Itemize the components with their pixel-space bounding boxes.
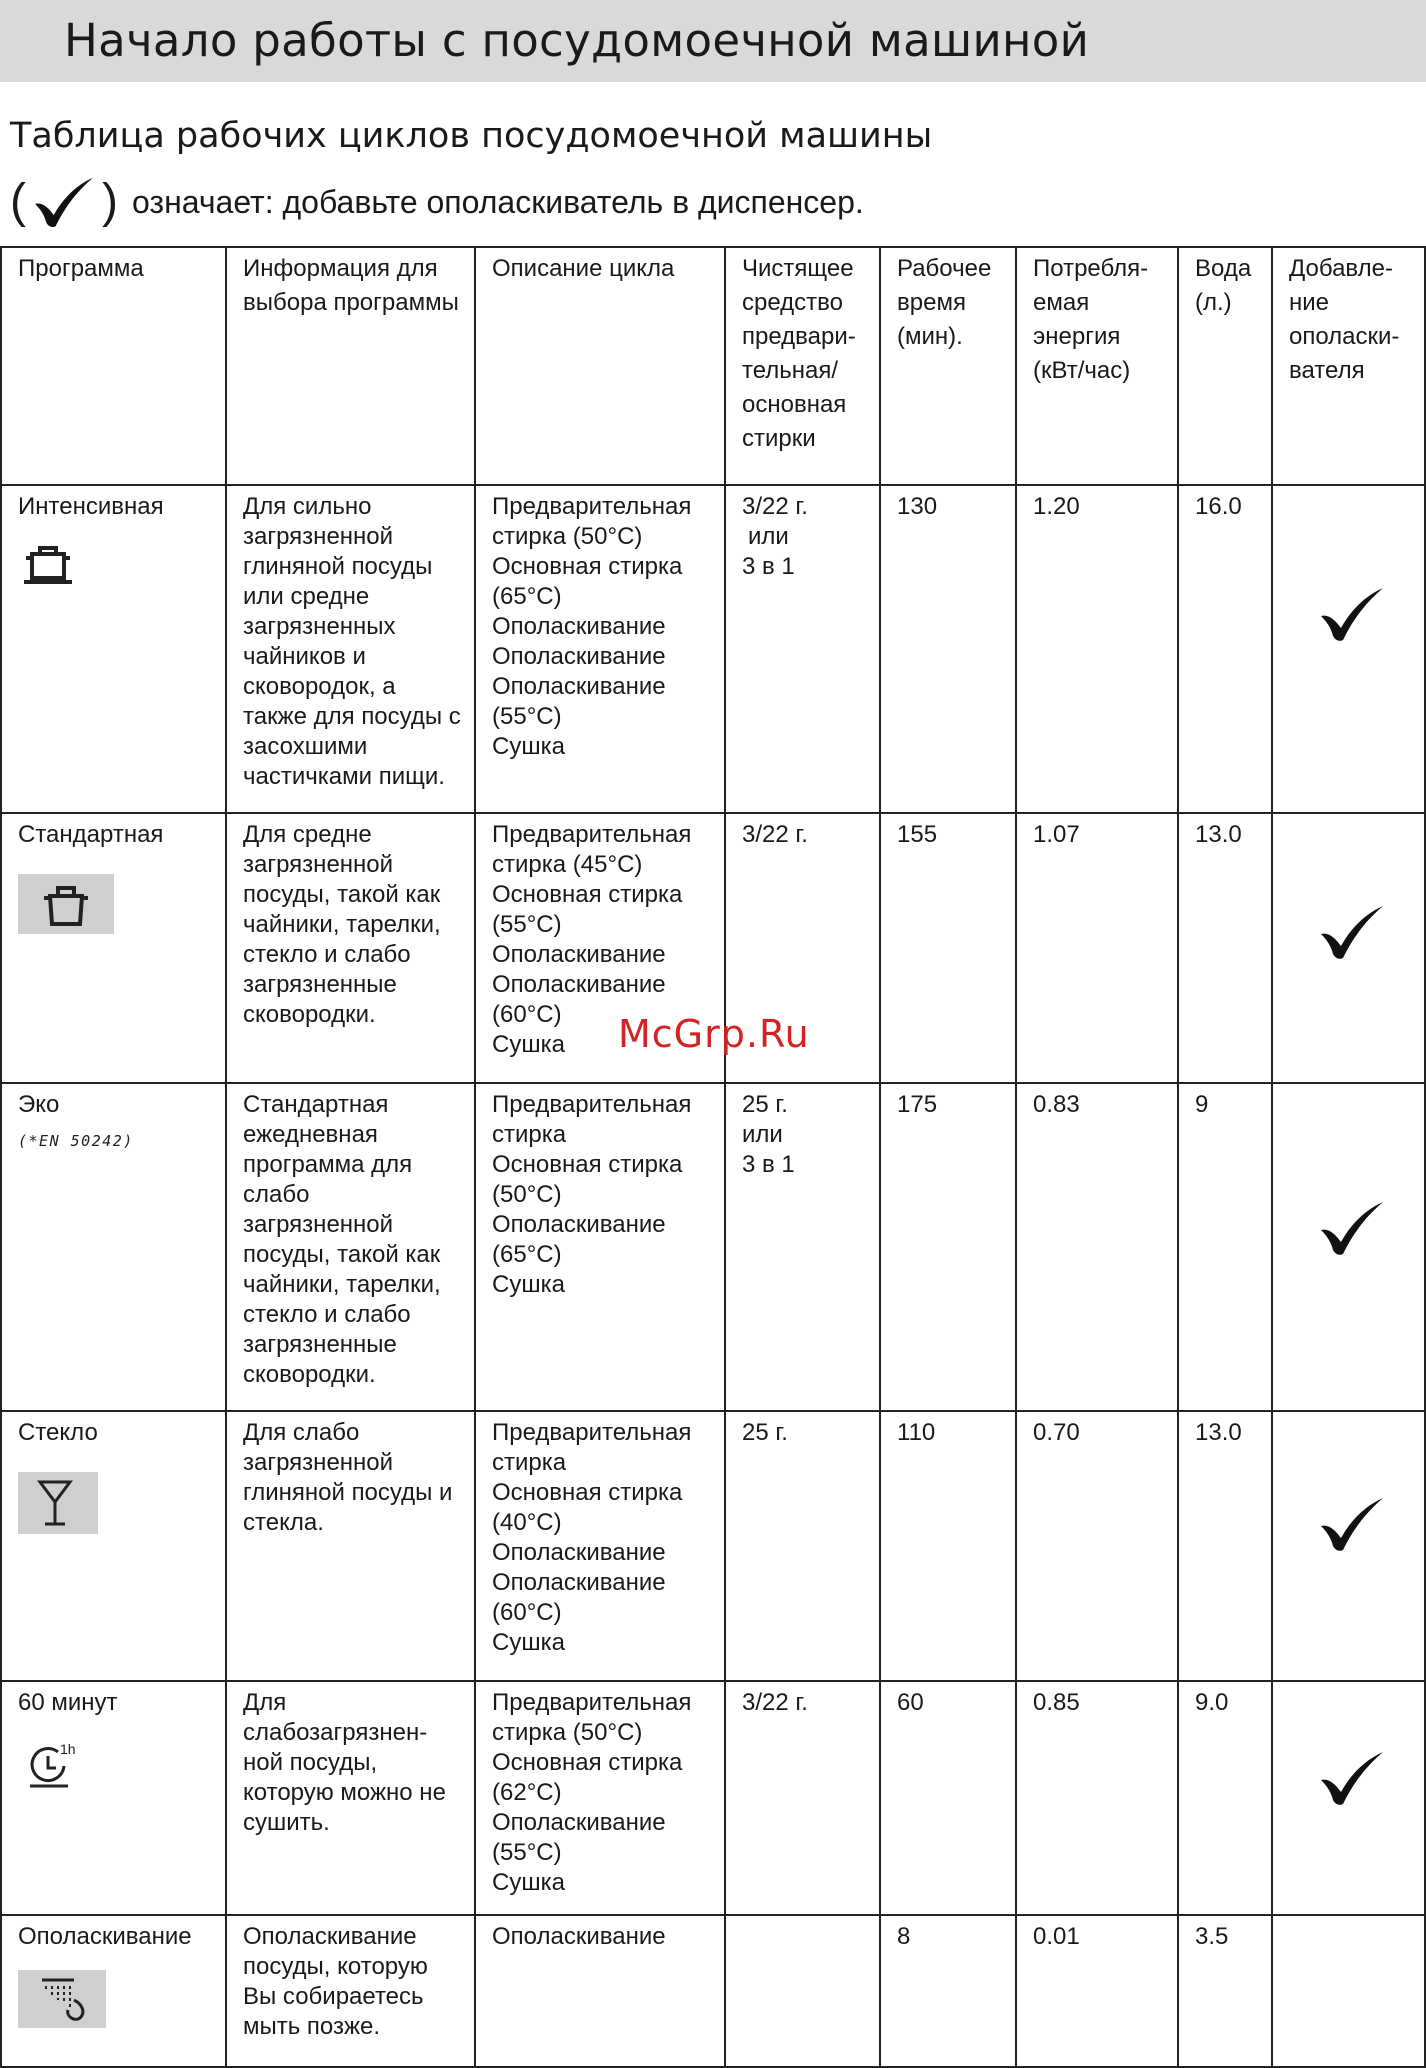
glass-icon <box>18 1472 98 1534</box>
cycle-step: Основная стирка (65°C) <box>492 553 683 610</box>
detergent-amount: 3/22 г. <box>742 1689 808 1716</box>
col-header-energy: Потребля-емая энергия (кВт/час) <box>1016 247 1178 485</box>
detergent-alt: 3 в 1 <box>742 553 795 580</box>
detergent-amount: 25 г. <box>742 1091 788 1118</box>
program-cell <box>1 813 226 1083</box>
cycle-step: Предварительная стирка (45°C) <box>492 821 692 878</box>
cycle-description <box>475 1411 725 1681</box>
col-header-program: Программа <box>1 247 226 485</box>
energy-cell: 0.70 <box>1016 1411 1178 1681</box>
col-header-water: Вода (л.) <box>1178 247 1272 485</box>
program-name: 60 минут <box>18 1689 118 1716</box>
col-header-detergent: Чистящее средство предвари-тельная/ основная стирки <box>725 247 880 485</box>
detergent-cell <box>725 1915 880 2067</box>
col-header-rinse-aid: Добавле-ние ополаски-вателя <box>1272 247 1425 485</box>
cycle-step: Основная стирка (62°C) <box>492 1749 683 1806</box>
time-cell: 8 <box>880 1915 1016 2067</box>
cycle-step: Ополаскивание <box>492 941 666 968</box>
cycle-step: Ополаскивание (65°C) <box>492 1211 666 1268</box>
program-name: Стандартная <box>18 821 164 848</box>
cycle-step: Основная стирка (40°C) <box>492 1479 683 1536</box>
checkmark-icon <box>30 174 98 230</box>
table-row <box>1 1411 1425 1681</box>
cycles-table <box>0 246 1426 2068</box>
cycle-step: Ополаскивание (60°C) <box>492 1569 666 1626</box>
cycle-step: Сушка <box>492 733 565 760</box>
cycle-step: Предварительная стирка <box>492 1419 692 1476</box>
rinse-aid-cell <box>1272 1083 1425 1411</box>
energy-cell: 1.07 <box>1016 813 1178 1083</box>
detergent-cell <box>725 1681 880 1915</box>
cycle-step: Ополаскивание <box>492 643 666 670</box>
table-title: Таблица рабочих циклов посудомоечной машины <box>10 116 933 156</box>
cycle-step: Ополаскивание <box>492 613 666 640</box>
rinse-aid-cell <box>1272 1915 1425 2067</box>
legend-open-paren: ( <box>10 175 26 228</box>
cycle-step: Сушка <box>492 1031 565 1058</box>
standard-pot-icon <box>18 874 114 934</box>
table-header-row <box>1 247 1425 485</box>
time-cell: 110 <box>880 1411 1016 1681</box>
legend-line <box>10 172 864 232</box>
cycle-step: Основная стирка (50°C) <box>492 1151 683 1208</box>
header-band <box>0 0 1426 82</box>
detergent-cell <box>725 485 880 813</box>
cycle-step: Ополаскивание (55°C) <box>492 673 666 730</box>
table-row <box>1 485 1425 813</box>
program-info: Для средне загрязненной посуды, такой как чайники, тарелки, стекло и слабо загрязненные сковородки. <box>226 813 475 1083</box>
detergent-or: или <box>748 523 789 550</box>
detergent-amount: 25 г. <box>742 1419 788 1446</box>
program-cell <box>1 1915 226 2067</box>
cycle-step: Сушка <box>492 1629 565 1656</box>
rinse-aid-cell <box>1272 1411 1425 1681</box>
detergent-amount: 3/22 г. <box>742 493 808 520</box>
checkmark-icon <box>1317 1196 1387 1260</box>
program-cell <box>1 1681 226 1915</box>
cycle-step: Предварительная стирка (50°C) <box>492 493 692 550</box>
program-name: Стекло <box>18 1419 98 1446</box>
program-name: Ополаскивание <box>18 1923 192 1950</box>
energy-cell: 0.01 <box>1016 1915 1178 2067</box>
rinse-aid-cell <box>1272 485 1425 813</box>
checkmark-icon <box>1317 1492 1387 1556</box>
intensive-pot-icon <box>18 542 78 594</box>
program-name: Эко <box>18 1091 60 1118</box>
program-info: Для слабозагрязнен-ной посуды, которую можно не сушить. <box>226 1681 475 1915</box>
time-cell: 60 <box>880 1681 1016 1915</box>
detergent-or: или <box>742 1121 783 1148</box>
table-row <box>1 1681 1425 1915</box>
cycle-description <box>475 1681 725 1915</box>
one-hour-label: 1h <box>60 1741 76 1757</box>
cycle-step: Сушка <box>492 1869 565 1896</box>
cycle-step: Ополаскивание <box>492 1923 666 1950</box>
energy-cell: 1.20 <box>1016 485 1178 813</box>
table-row <box>1 1915 1425 2067</box>
legend-close-paren: ) <box>101 175 118 228</box>
program-info: Ополаскивание посуды, которую Вы собираетесь мыть позже. <box>226 1915 475 2067</box>
time-cell: 155 <box>880 813 1016 1083</box>
program-cell <box>1 1411 226 1681</box>
cycle-step: Предварительная стирка (50°C) <box>492 1689 692 1746</box>
cycle-description <box>475 1915 725 2067</box>
cycle-step: Предварительная стирка <box>492 1091 692 1148</box>
cycle-step: Основная стирка (55°C) <box>492 881 683 938</box>
rinse-shower-icon <box>18 1970 106 2028</box>
time-cell: 130 <box>880 485 1016 813</box>
cycle-description <box>475 485 725 813</box>
col-header-time: Рабочее время (мин). <box>880 247 1016 485</box>
one-hour-clock-icon <box>18 1738 88 1798</box>
col-header-info: Информация для выбора программы <box>226 247 475 485</box>
cycle-step: Ополаскивание (60°C) <box>492 971 666 1028</box>
col-header-cycle: Описание цикла <box>475 247 725 485</box>
cycle-step: Сушка <box>492 1271 565 1298</box>
program-info: Стандартная ежедневная программа для слабо загрязненной посуды, такой как чайники, тарелки, стекло и слабо загрязненные сковородки. <box>226 1083 475 1411</box>
en-standard-label: (*EN 50242) <box>18 1132 134 1150</box>
program-cell <box>1 1083 226 1411</box>
detergent-amount: 3/22 г. <box>742 821 808 848</box>
water-cell: 9 <box>1178 1083 1272 1411</box>
cycle-description <box>475 1083 725 1411</box>
checkmark-icon <box>1317 900 1387 964</box>
water-cell: 9.0 <box>1178 1681 1272 1915</box>
water-cell: 16.0 <box>1178 485 1272 813</box>
cycle-step: Ополаскивание <box>492 1539 666 1566</box>
time-cell: 175 <box>880 1083 1016 1411</box>
watermark: McGrp.Ru <box>618 1012 810 1056</box>
program-info: Для сильно загрязненной глиняной посуды или средне загрязненных чайников и сковородок, а также для посуды с засохшими частичками пищи. <box>226 485 475 813</box>
checkmark-icon <box>1317 582 1387 646</box>
page-title: Начало работы с посудомоечной машиной <box>64 14 1090 67</box>
energy-cell: 0.85 <box>1016 1681 1178 1915</box>
program-cell <box>1 485 226 813</box>
water-cell: 3.5 <box>1178 1915 1272 2067</box>
program-name: Интенсивная <box>18 493 164 520</box>
rinse-aid-cell <box>1272 813 1425 1083</box>
water-cell: 13.0 <box>1178 813 1272 1083</box>
detergent-cell <box>725 1411 880 1681</box>
cycle-step: Ополаскивание (55°C) <box>492 1809 666 1866</box>
water-cell: 13.0 <box>1178 1411 1272 1681</box>
energy-cell: 0.83 <box>1016 1083 1178 1411</box>
detergent-alt: 3 в 1 <box>742 1151 795 1178</box>
table-row <box>1 1083 1425 1411</box>
program-info: Для слабо загрязненной глиняной посуды и стекла. <box>226 1411 475 1681</box>
rinse-aid-cell <box>1272 1681 1425 1915</box>
checkmark-icon <box>1317 1746 1387 1810</box>
legend-text: означает: добавьте ополаскиватель в диспенсер. <box>131 183 864 220</box>
detergent-cell <box>725 1083 880 1411</box>
